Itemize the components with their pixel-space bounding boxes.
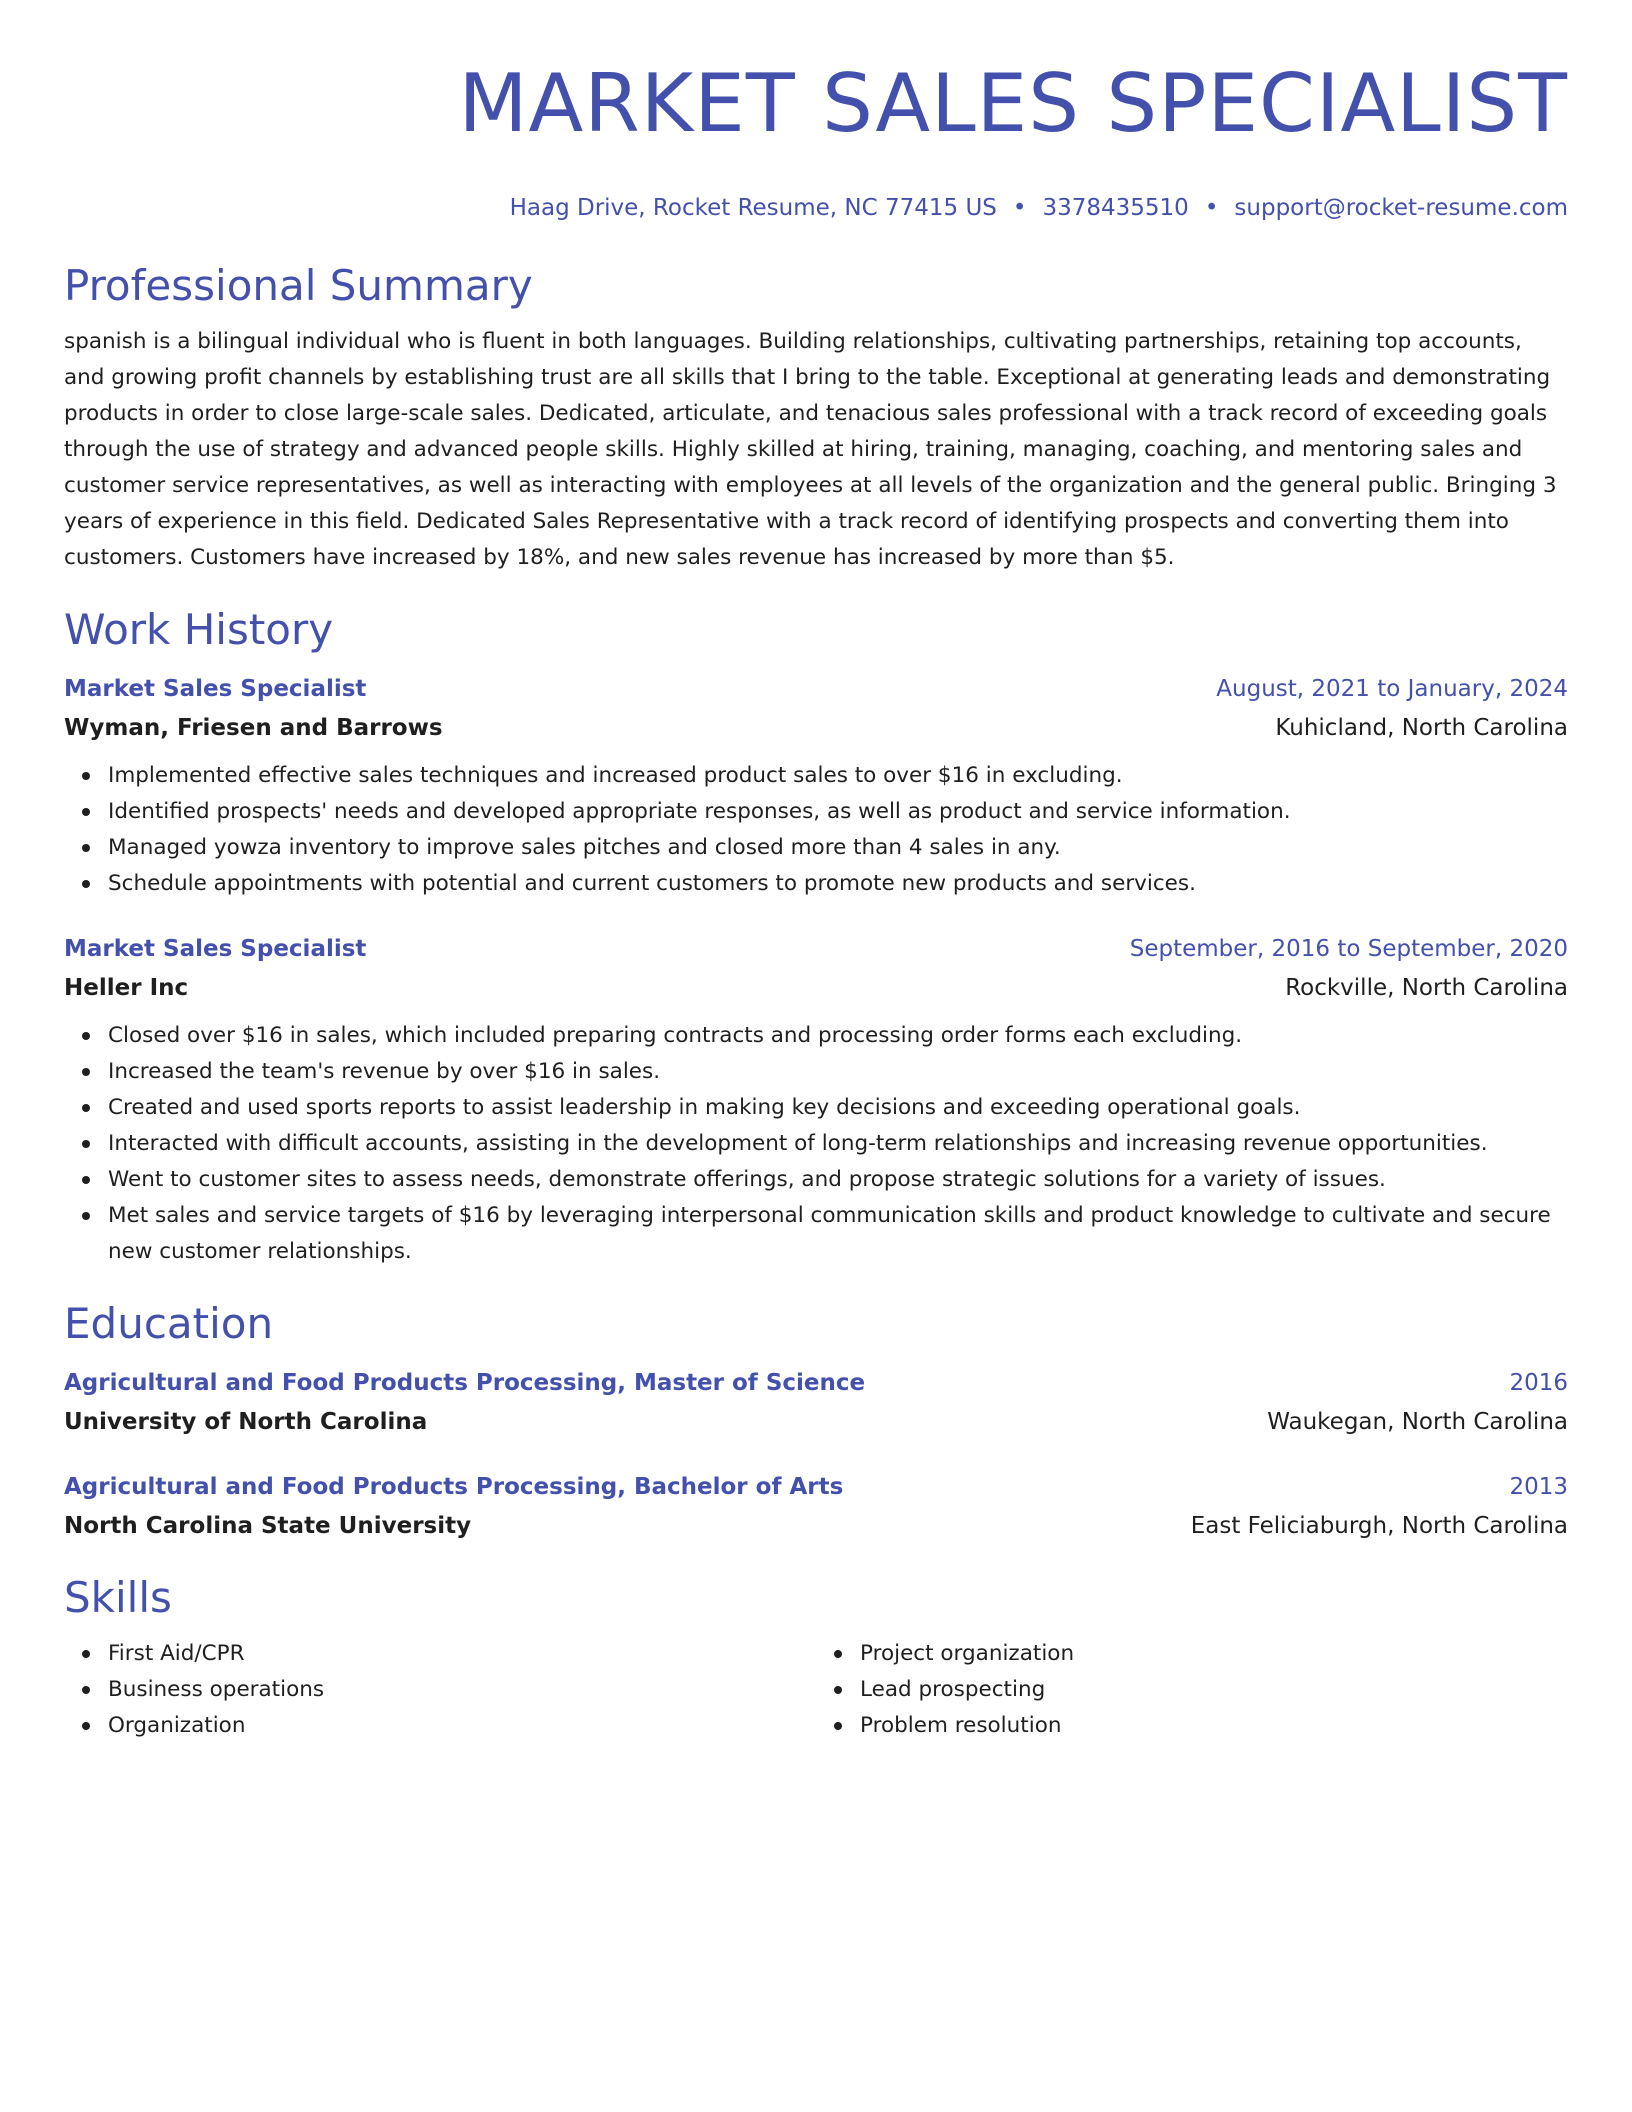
section-title-skills: Skills	[64, 1573, 172, 1622]
skill-item: Problem resolution	[860, 1708, 1568, 1744]
skills-list	[64, 1636, 816, 1744]
contact-separator: •	[1012, 195, 1027, 221]
job-bullet: Met sales and service targets of $16 by leveraging interpersonal communication skills and product knowledge to cultivate and secure new customer relationships.	[108, 1198, 1568, 1270]
job-bullet: Managed yowza inventory to improve sales pitches and closed more than 4 sales in any.	[108, 830, 1568, 866]
job-bullet: Interacted with difficult accounts, assisting in the development of long-term relationships and increasing revenue opportunities.	[108, 1126, 1568, 1162]
education-year: 2016	[1509, 1370, 1568, 1396]
job-company: Wyman, Friesen and Barrows	[64, 715, 443, 741]
job-bullet: Created and used sports reports to assist leadership in making key decisions and exceeding operational goals.	[108, 1090, 1568, 1126]
job-entry	[64, 670, 1568, 902]
work-history-section	[64, 604, 1568, 1270]
job-bullets	[64, 758, 1568, 902]
summary-text: spanish is a bilingual individual who is fluent in both languages. Building relationships, cultivating partnerships, retaining top accounts, and growing profit channels by establishing trust are all skills that I bring to the table. Exceptional at generating leads and demonstrating products in order to close large-scale sales. Dedicated, articulate, and tenacious sales professional with a track record of exceeding goals through the use of strategy and advanced people skills. Highly skilled at hiring, training, managing, coaching, and mentoring sales and customer service representatives, as well as interacting with employees at all levels of the organization and the general public. Bringing 3 years of experience in this field. Dedicated Sales Representative with a track record of identifying prospects and converting them into customers. Customers have increased by 18%, and new sales revenue has increased by more than $5.	[64, 329, 1557, 570]
contact-email: support@rocket-resume.com	[1234, 195, 1568, 221]
contact-phone: 3378435510	[1042, 195, 1189, 221]
education-school: University of North Carolina	[64, 1409, 428, 1435]
education-entry	[64, 1364, 1568, 1442]
education-degree: Agricultural and Food Products Processing, Master of Science	[64, 1370, 866, 1396]
education-school-row	[64, 1506, 1568, 1546]
job-bullet: Implemented effective sales techniques and increased product sales to over $16 in excluding.	[108, 758, 1568, 794]
job-company: Heller Inc	[64, 975, 189, 1001]
education-location: East Feliciaburgh, North Carolina	[1190, 1513, 1568, 1539]
job-location: Kuhicland, North Carolina	[1275, 715, 1568, 741]
skill-item: Lead prospecting	[860, 1672, 1568, 1708]
candidate-title: MARKET SALES SPECIALIST	[458, 57, 1568, 150]
contact-separator: •	[1204, 195, 1219, 221]
job-bullet: Went to customer sites to assess needs, demonstrate offerings, and propose strategic solutions for a variety of issues.	[108, 1162, 1568, 1198]
job-company-row	[64, 708, 1568, 748]
education-degree: Agricultural and Food Products Processing, Bachelor of Arts	[64, 1474, 844, 1500]
job-header-row	[64, 670, 1568, 708]
education-year: 2013	[1509, 1474, 1568, 1500]
education-location: Waukegan, North Carolina	[1267, 1409, 1568, 1435]
education-school-row	[64, 1402, 1568, 1442]
section-title-work-history: Work History	[64, 605, 334, 654]
job-bullet: Schedule appointments with potential and current customers to promote new products and services.	[108, 866, 1568, 902]
contact-line	[64, 192, 1568, 224]
job-title: Market Sales Specialist	[64, 936, 367, 962]
skill-item: Business operations	[108, 1672, 816, 1708]
education-header-row	[64, 1364, 1568, 1402]
skill-item: Organization	[108, 1708, 816, 1744]
resume-header	[64, 58, 1568, 224]
contact-address: Haag Drive, Rocket Resume, NC 77415 US	[509, 195, 997, 221]
skills-column-right	[816, 1636, 1568, 1744]
section-title-summary: Professional Summary	[64, 261, 533, 310]
job-title: Market Sales Specialist	[64, 676, 367, 702]
job-company-row	[64, 968, 1568, 1008]
job-dates: August, 2021 to January, 2024	[1216, 676, 1568, 702]
job-bullet: Closed over $16 in sales, which included preparing contracts and processing order forms each excluding.	[108, 1018, 1568, 1054]
job-bullet: Increased the team's revenue by over $16 in sales.	[108, 1054, 1568, 1090]
education-school: North Carolina State University	[64, 1513, 472, 1539]
skill-item: First Aid/CPR	[108, 1636, 816, 1672]
job-entry	[64, 930, 1568, 1270]
job-bullet: Identified prospects' needs and developed appropriate responses, as well as product and service information.	[108, 794, 1568, 830]
section-title-education: Education	[64, 1299, 274, 1348]
skills-list	[816, 1636, 1568, 1744]
job-location: Rockville, North Carolina	[1285, 975, 1568, 1001]
skill-item: Project organization	[860, 1636, 1568, 1672]
education-entry	[64, 1468, 1568, 1546]
education-header-row	[64, 1468, 1568, 1506]
job-dates: September, 2016 to September, 2020	[1129, 936, 1568, 962]
job-bullets	[64, 1018, 1568, 1270]
skills-grid	[64, 1636, 1568, 1744]
skills-column-left	[64, 1636, 816, 1744]
job-header-row	[64, 930, 1568, 968]
professional-summary-section	[64, 260, 1568, 576]
education-section	[64, 1298, 1568, 1546]
skills-section	[64, 1572, 1568, 1744]
